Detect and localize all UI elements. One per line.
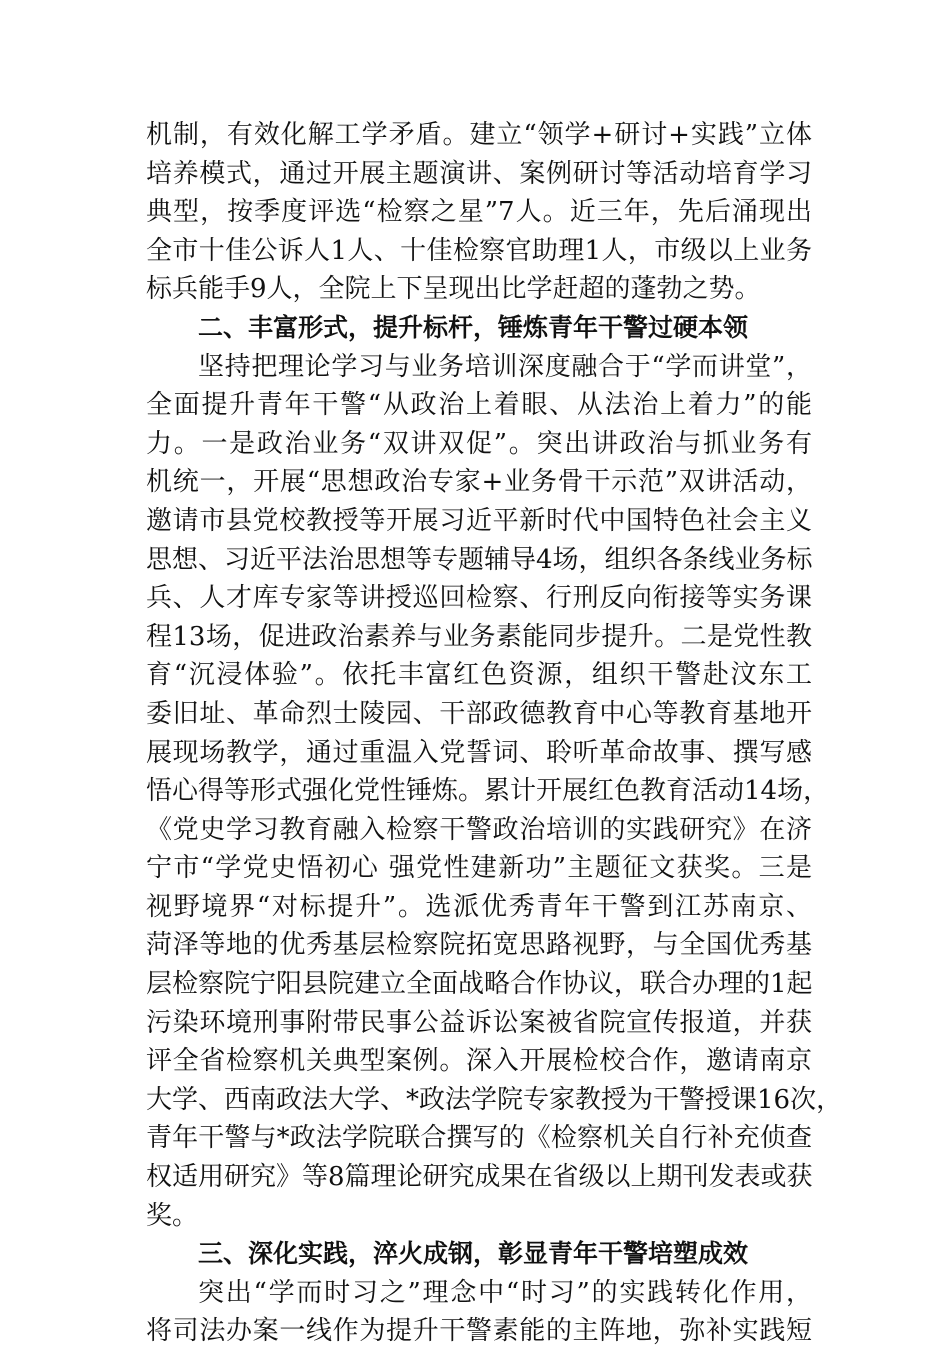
paragraph-line: 力。一是政治业务“双讲双促”。突出讲政治与抓业务有 [146,428,812,459]
paragraph-last-line: 标兵能手9人，全院上下呈现出比学赶超的蓬勃之势。 [146,274,761,305]
paragraph-line: 污染环境刑事附带民事公益诉讼案被省院宣传报道，并获 [146,1007,812,1038]
section-heading: 三、深化实践，淬火成钢，彰显青年干警培塑成效 [198,1239,749,1269]
paragraph-line: 视野境界“对标提升”。选派优秀青年干警到江苏南京、 [146,891,812,922]
paragraph-line: 机制，有效化解工学矛盾。建立“领学+研讨+实践”立体 [146,120,812,150]
paragraph-line: 大学、西南政法大学、*政法学院专家教授为干警授课16次， [146,1084,843,1115]
paragraph-line: 将司法办案一线作为提升干警素能的主阵地，弥补实践短 [146,1316,812,1347]
paragraph-line: 典型，按季度评选“检察之星”7人。近三年，先后涌现出 [146,197,812,228]
paragraph-line: 育“沉浸体验”。依托丰富红色资源，组织干警赴汶东工 [146,660,812,691]
paragraph-line: 思想、习近平法治思想等专题辅导4场，组织各条线业务标 [146,544,813,575]
paragraph-first-line: 突出“学而时习之”理念中“时习”的实践转化作用， [198,1277,812,1308]
section-heading: 二、丰富形式，提升标杆，锤炼青年干警过硬本领 [198,312,749,342]
paragraph-line: 兵、人才库专家等讲授巡回检察、行刑反向衔接等实务课 [146,583,812,614]
paragraph-line: 邀请市县党校教授等开展习近平新时代中国特色社会主义 [146,505,812,536]
paragraph-line: 培养模式，通过开展主题演讲、案例研讨等活动培育学习 [146,158,812,189]
paragraph-line: 展现场教学，通过重温入党誓词、聆听革命故事、撰写感 [146,737,812,768]
paragraph-line: 全市十佳公诉人1人、十佳检察官助理1人，市级以上业务 [146,235,812,266]
paragraph-line: 《党史学习教育融入检察干警政治培训的实践研究》在济 [146,814,812,845]
paragraph-line: 悟心得等形式强化党性锤炼。累计开展红色教育活动14场， [146,776,830,807]
document-body [146,116,843,1351]
paragraph-line: 青年干警与*政法学院联合撰写的《检察机关自行补充侦查 [146,1123,812,1154]
paragraph-first-line: 坚持把理论学习与业务培训深度融合于“学而讲堂”， [198,351,812,382]
paragraph-line: 评全省检察机关典型案例。深入开展检校合作，邀请南京 [146,1046,812,1077]
paragraph-line: 全面提升青年干警“从政治上着眼、从法治上着力”的能 [146,390,812,421]
paragraph-line: 程13场，促进政治素养与业务素能同步提升。二是党性教 [146,621,812,652]
paragraph-line: 机统一，开展“思想政治专家+业务骨干示范”双讲活动， [146,467,812,498]
paragraph-line: 权适用研究》等8篇理论研究成果在省级以上期刊发表或获 [146,1162,813,1193]
paragraph-line: 菏泽等地的优秀基层检察院拓宽思路视野，与全国优秀基 [146,930,812,961]
paragraph-line: 委旧址、革命烈士陵园、干部政德教育中心等教育基地开 [146,698,812,729]
paragraph-line: 层检察院宁阳县院建立全面战略合作协议，联合办理的1起 [146,969,813,1000]
paragraph-line: 宁市“学党史悟初心 强党性建新功”主题征文获奖。三是 [146,853,812,884]
paragraph-last-line: 奖。 [146,1200,199,1231]
